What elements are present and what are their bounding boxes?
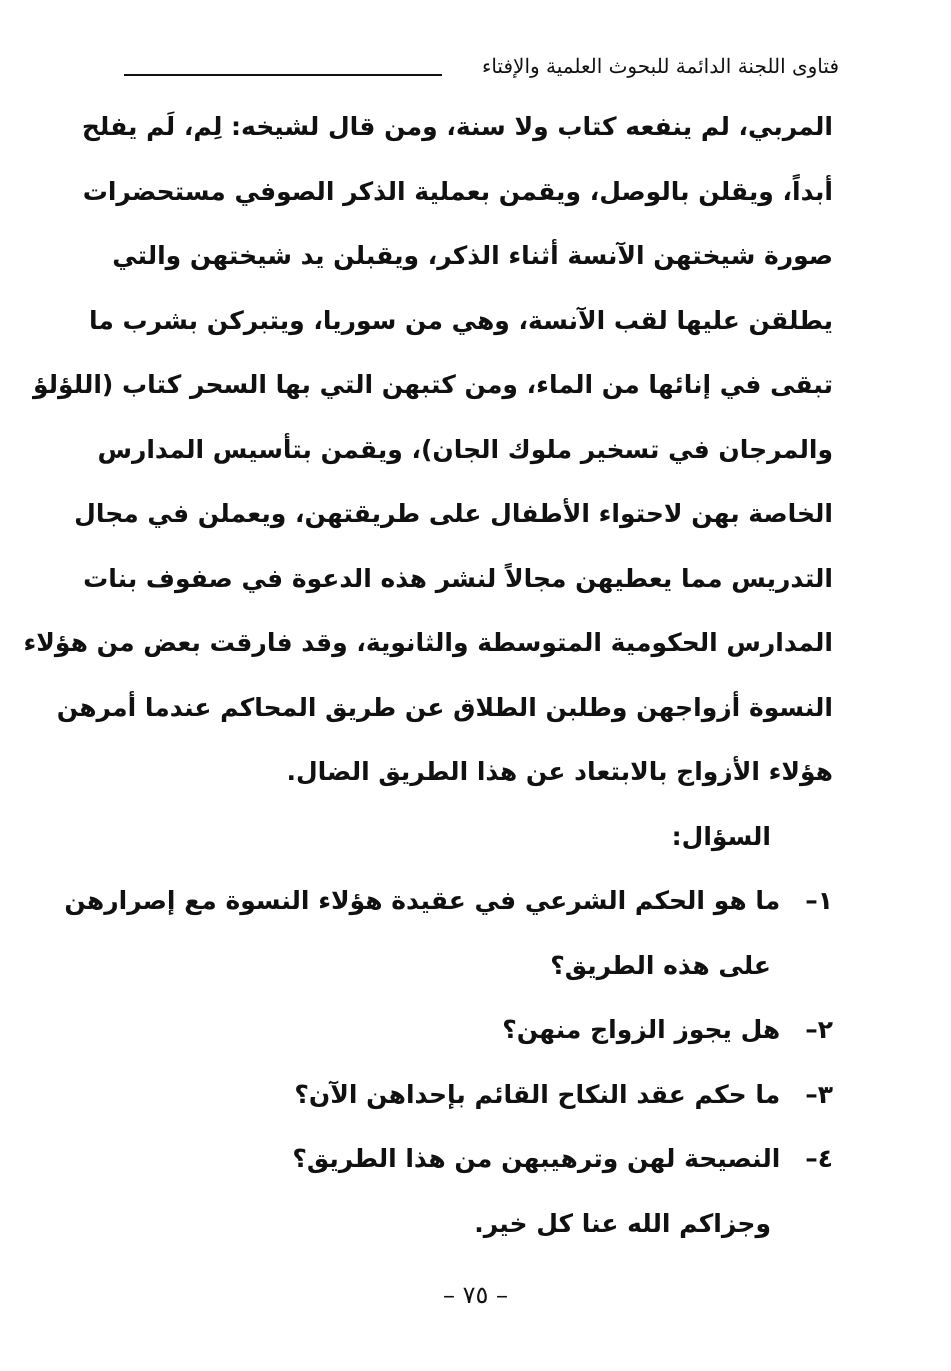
question-text: ما حكم عقد النكاح القائم بإحداهن الآن؟ xyxy=(294,1079,781,1109)
question-number: ٣– xyxy=(805,1079,833,1109)
paragraph-line: تبقى في إنائها من الماء، ومن كتبهن التي بها السحر كتاب (اللؤلؤ xyxy=(33,370,833,399)
question-item-1-continuation: على هذه الطريق؟ xyxy=(550,950,771,980)
question-text: هل يجوز الزواج منهن؟ xyxy=(502,1015,781,1044)
question-item-2 xyxy=(128,1005,833,1070)
paragraph-line: التدريس مما يعطيهن مجالاً لنشر هذه الدعوة في صفوف بنات xyxy=(83,563,833,593)
header-rule xyxy=(124,74,442,76)
closing-line: وجزاكم الله عنا كل خير. xyxy=(474,1208,771,1238)
question-item-1 xyxy=(64,876,833,941)
paragraph-line: النسوة أزواجهن وطلبن الطلاق عن طريق المحاكم عندما أمرهن xyxy=(56,692,833,722)
running-header-title: فتاوى اللجنة الدائمة للبحوث العلمية والإفتاء xyxy=(481,54,839,78)
paragraph-line: أبداً، ويقلن بالوصل، ويقمن بعملية الذكر الصوفي مستحضرات xyxy=(82,176,833,206)
body-text xyxy=(23,102,833,1263)
question-heading: السؤال: xyxy=(671,821,771,851)
paragraph-line: والمرجان في تسخير ملوك الجان)، ويقمن بتأسيس المدارس xyxy=(97,434,833,464)
paragraph-line: الخاصة بهن لاحتواء الأطفال على طريقتهن، ويعملن في مجال xyxy=(74,499,833,528)
question-item-4 xyxy=(128,1134,833,1199)
paragraph-line: صورة شيختهن الآنسة أثناء الذكر، ويقبلن يد شيختهن والتي xyxy=(112,241,833,270)
page-number: – ٧٥ – xyxy=(442,1281,509,1309)
question-item-3 xyxy=(128,1070,833,1135)
question-list xyxy=(64,876,833,1199)
paragraph-line: يطلقن عليها لقب الآنسة، وهي من سوريا، ويتبركن بشرب ما xyxy=(88,305,833,335)
paragraph-last-line: هؤلاء الأزواج بالابتعاد عن هذا الطريق الضال. xyxy=(286,757,833,786)
question-number: ٤– xyxy=(805,1144,833,1173)
paragraph-line: المدارس الحكومية المتوسطة والثانوية، وقد فارقت بعض من هؤلاء xyxy=(23,628,833,657)
paragraph-line: المربي، لم ينفعه كتاب ولا سنة، ومن قال لشيخه: لِم، لَم يفلح xyxy=(81,112,833,141)
question-number: ١– xyxy=(805,886,833,915)
question-text: ما هو الحكم الشرعي في عقيدة هؤلاء النسوة مع إصرارهن xyxy=(64,886,781,915)
question-number: ٢– xyxy=(805,1015,833,1044)
question-text: النصيحة لهن وترهيبهن من هذا الطريق؟ xyxy=(292,1144,781,1173)
